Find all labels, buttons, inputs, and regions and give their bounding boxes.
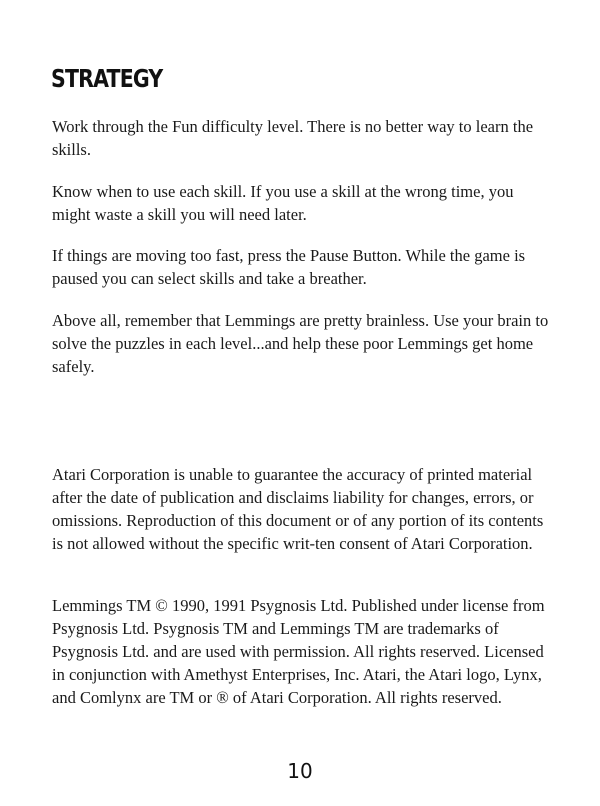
disclaimer-paragraph: Atari Corporation is unable to guarantee the accuracy of printed material after the date of publication and disclaims liability for changes, errors, or omissions. Reproduction of this document or of any portion of its contents is not allowed without the specific writ-ten consent of Atari Corporation. xyxy=(52,465,544,553)
strategy-tip-brain: Above all, remember that Lemmings are pretty brainless. Use your brain to solve the puzzles in each level...and help these poor Lemmings get home safely. xyxy=(52,311,549,376)
page-number: 10 xyxy=(287,759,313,783)
strategy-tip-fun-level: Work through the Fun difficulty level. There is no better way to learn the skills. xyxy=(52,117,534,159)
strategy-tip-skill-timing: Know when to use each skill. If you use a skill at the wrong time, you might waste a skill you will need later. xyxy=(52,182,514,224)
strategy-tip-pause: If things are moving too fast, press the Pause Button. While the game is paused you can select skills and take a breather. xyxy=(52,246,526,288)
section-heading: STRATEGY xyxy=(51,64,163,93)
trademark-paragraph: Lemmings TM © 1990, 1991 Psygnosis Ltd. Published under license from Psygnosis Ltd. Psygnosis TM and Lemmings TM are trademarks of Psygnosis Ltd. and are used with permission. All rights reserved. Licensed in conjunction with Amethyst Enterprises, Inc. Atari, the Atari logo, Lynx, and Comlynx are TM or ® of Atari Corporation. All rights reserved. xyxy=(52,596,545,707)
